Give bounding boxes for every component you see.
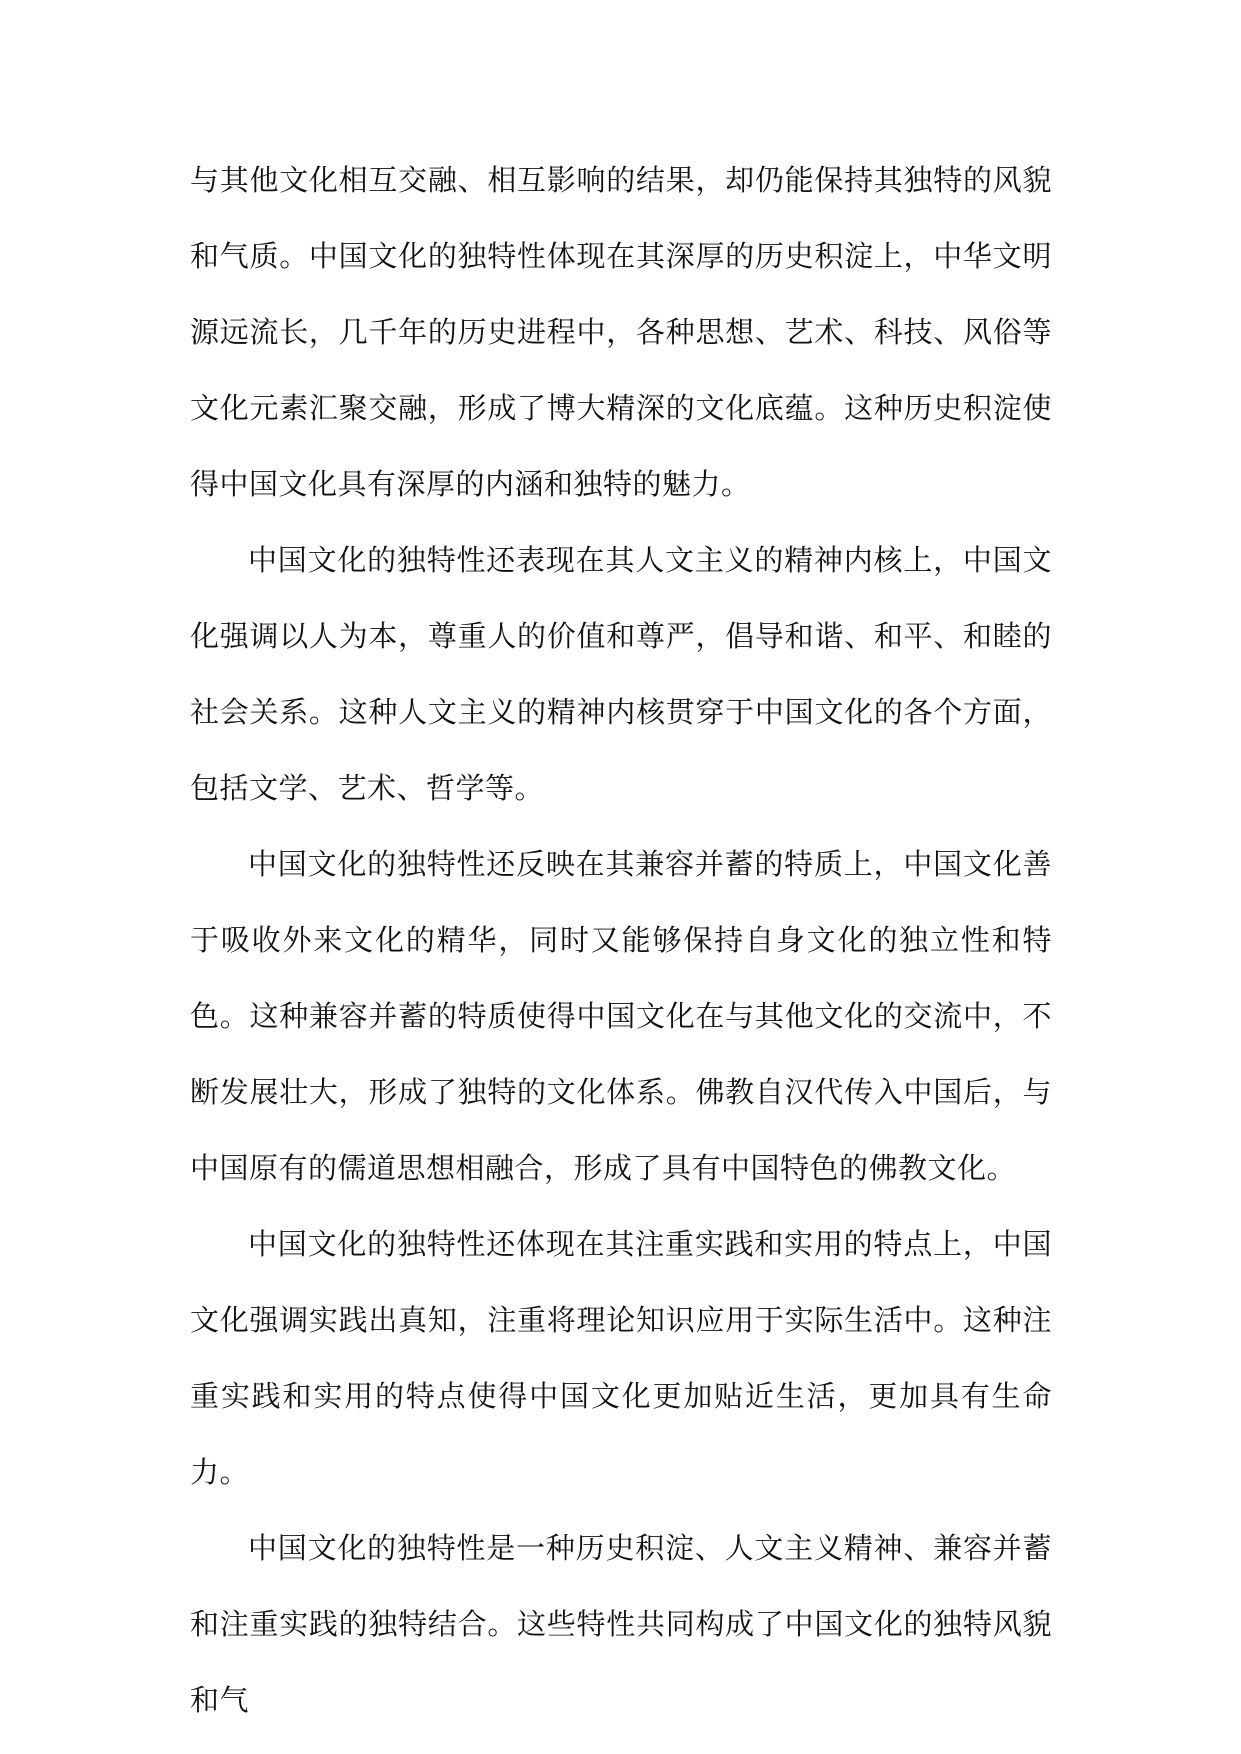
paragraph-practicality: 中国文化的独特性还体现在其注重实践和实用的特点上，中国文化强调实践出真知，注重将理论知识应用于实际生活中。这种注重实践和实用的特点使得中国文化更加贴近生活，更加具有生命力。	[190, 1227, 1052, 1489]
paragraph-continuation: 与其他文化相互交融、相互影响的结果，却仍能保持其独特的风貌和气质。中国文化的独特性体现在其深厚的历史积淀上，中华文明源远流长，几千年的历史进程中，各种思想、艺术、科技、风俗等文化元素汇聚交融，形成了博大精深的文化底蕴。这种历史积淀使得中国文化具有深厚的内涵和独特的魅力。	[190, 163, 1052, 501]
paragraph-humanism: 中国文化的独特性还表现在其人文主义的精神内核上，中国文化强调以人为本，尊重人的价值和尊严，倡导和谐、和平、和睦的社会关系。这种人文主义的精神内核贯穿于中国文化的各个方面，包括文学、艺术、哲学等。	[190, 543, 1052, 805]
document-body	[190, 142, 1052, 1738]
paragraph-summary: 中国文化的独特性是一种历史积淀、人文主义精神、兼容并蓄和注重实践的独特结合。这些特性共同构成了中国文化的独特风貌和气	[190, 1531, 1052, 1717]
paragraph-inclusiveness: 中国文化的独特性还反映在其兼容并蓄的特质上，中国文化善于吸收外来文化的精华，同时又能够保持自身文化的独立性和特色。这种兼容并蓄的特质使得中国文化在与其他文化的交流中，不断发展壮大，形成了独特的文化体系。佛教自汉代传入中国后，与中国原有的儒道思想相融合，形成了具有中国特色的佛教文化。	[190, 847, 1052, 1185]
